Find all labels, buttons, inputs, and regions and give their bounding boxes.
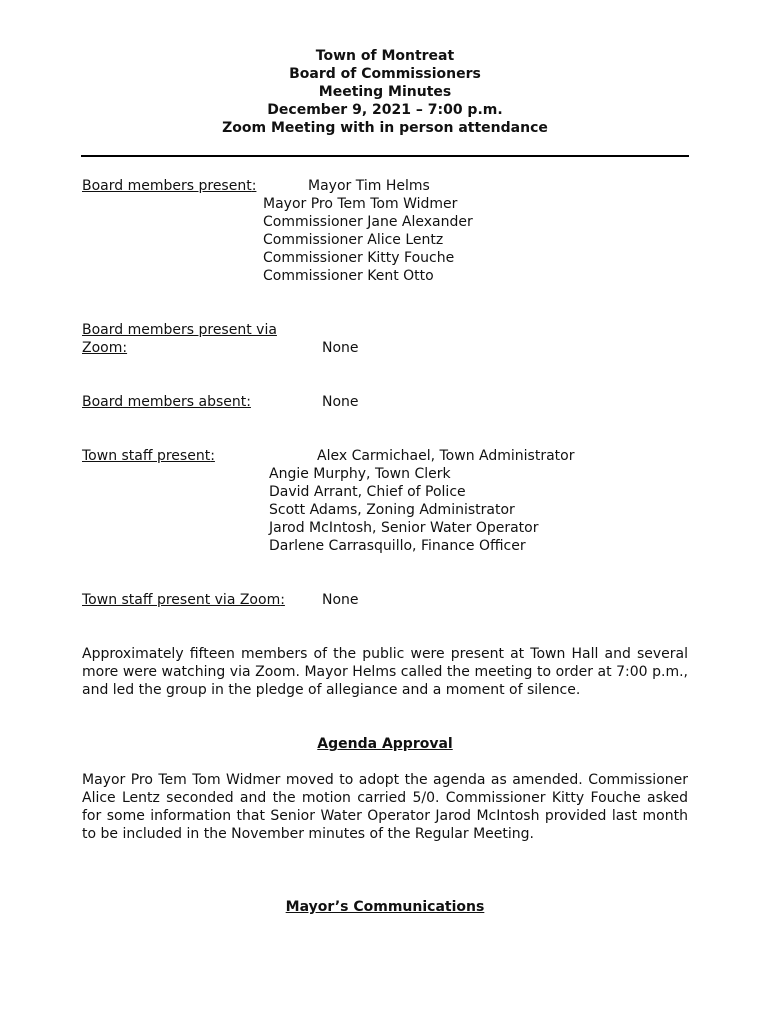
meeting-format: Zoom Meeting with in person attendance [222,120,548,136]
list-item: Mayor Pro Tem Tom Widmer [263,196,458,213]
list-item: Commissioner Kent Otto [263,268,434,285]
staff-zoom-value: None [322,592,359,608]
list-item: Scott Adams, Zoning Administrator [269,502,515,519]
staff-present-label: Town staff present: [82,448,215,464]
list-item: Alex Carmichael, Town Administrator [317,448,575,464]
intro-paragraph: Approximately fifteen members of the public were present at Town Hall and several more were watching via Zoom. Mayor Helms called the meeting to order at 7:00 p.m., and led the group in the pledge of allegiance and a moment of silence. [82,646,688,698]
list-item: David Arrant, Chief of Police [269,484,466,501]
agenda-approval-paragraph: Mayor Pro Tem Tom Widmer moved to adopt the agenda as amended. Commissioner Alice Lentz seconded and the motion carried 5/0. Commissioner Kitty Fouche asked for some information that Senior Water Operator Jarod McIntosh provided last month to be included in the November minutes of the Regular Meeting. [82,772,688,842]
list-item: Mayor Tim Helms [308,178,430,194]
header-divider [81,155,689,157]
board-present-list [263,177,473,286]
document-type: Meeting Minutes [318,84,452,100]
list-item: Darlene Carrasquillo, Finance Officer [269,538,526,555]
board-zoom-value: None [322,340,359,356]
town-name: Town of Montreat [315,48,455,64]
mayors-communications-heading: Mayor’s Communications [285,899,485,915]
list-item: Commissioner Alice Lentz [263,232,444,249]
list-item: Commissioner Jane Alexander [263,214,473,231]
list-item: Jarod McIntosh, Senior Water Operator [269,520,539,537]
staff-present-list [269,447,574,556]
document-header [82,47,688,137]
list-item: Commissioner Kitty Fouche [263,250,455,267]
board-present-label: Board members present: [82,178,257,194]
meeting-date: December 9, 2021 – 7:00 p.m. [267,102,503,118]
board-zoom-label: Board members present via Zoom: [82,322,277,356]
board-name: Board of Commissioners [289,66,481,82]
staff-zoom-label: Town staff present via Zoom: [82,592,285,608]
board-absent-label: Board members absent: [82,394,251,410]
list-item: Angie Murphy, Town Clerk [269,466,451,483]
agenda-approval-heading: Agenda Approval [317,736,453,752]
board-absent-value: None [322,394,359,410]
